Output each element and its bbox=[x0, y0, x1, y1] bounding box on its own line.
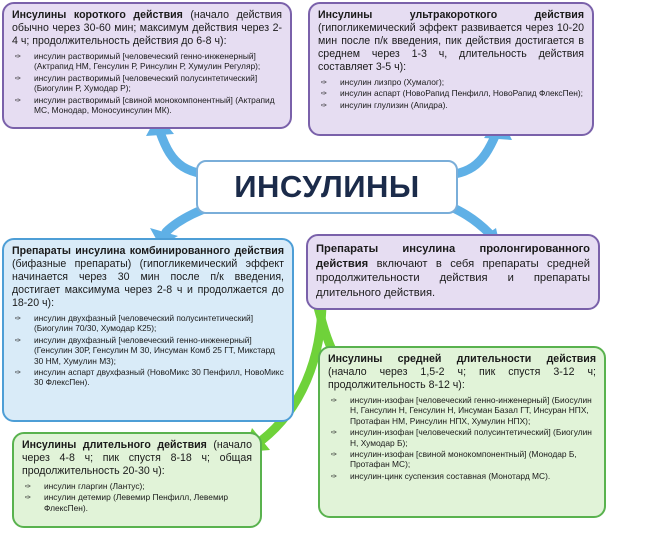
syringe-icon: ✑ bbox=[15, 95, 22, 105]
list-item-text: инсулин растворимый [человеческий генно-инженерный] (Актрапид НМ, Генсулин Р, Ринсулин Р, Хумулин Регуляр); bbox=[34, 51, 261, 72]
medium-duration-list bbox=[328, 395, 596, 481]
long-acting-list bbox=[22, 481, 252, 513]
medium-duration-description: (начало через 1,5-2 ч; пик спустя 3-12 ч; продолжительность 8-12 ч): bbox=[328, 366, 596, 391]
syringe-icon: ✑ bbox=[15, 73, 22, 83]
list-item bbox=[318, 100, 584, 110]
medium-duration-heading bbox=[328, 353, 596, 392]
syringe-icon: ✑ bbox=[331, 428, 338, 438]
list-item bbox=[318, 88, 584, 98]
prolonged-action-heading bbox=[316, 242, 590, 300]
list-item bbox=[22, 492, 252, 513]
syringe-icon: ✑ bbox=[331, 396, 338, 405]
list-item-text: инсулин-цинк суспензия составная (Монотард МС). bbox=[350, 470, 551, 481]
prolonged-action-description: включают в себя препараты средней продолжительности действия и препараты длительного действия. bbox=[316, 257, 590, 299]
list-item-text: инсулин-изофан [человеческий полусинтетический] (Биогулин Н, Хумодар Б); bbox=[350, 427, 592, 448]
syringe-icon: ✑ bbox=[321, 89, 328, 99]
list-item-text: инсулин-изофан [человеческий генно-инженерный] (Биосулин Н, Гансулин Н, Генсулин Н, Инсуман Базал ГТ, Инсуран НПХ, Протафан НМ, Ринсулин НПХ, Хумулин НПХ); bbox=[350, 395, 592, 426]
short-acting-title: Инсулины короткого действия bbox=[12, 9, 183, 21]
list-item bbox=[328, 427, 596, 448]
combined-action-description: (бифазные препараты) (гипогликемический эффект начинается через 30 мин после п/к введения, достигает максимума через 2-8 ч и продолжается до 18-20 ч): bbox=[12, 258, 284, 309]
list-item-text: инсулин лизпро (Хумалог); bbox=[340, 77, 445, 87]
list-item-text: инсулин-изофан [свиной монокомпонентный] (Монодар Б, Протафан МС); bbox=[350, 449, 577, 470]
list-item-text: инсулин аспарт (НовоРапид Пенфилл, НовоРапид ФлексПен); bbox=[340, 88, 583, 99]
long-acting-title: Инсулины длительного действия bbox=[22, 439, 207, 451]
ultra-short-acting-box bbox=[308, 2, 594, 136]
list-item-text: инсулин глулизин (Апидра). bbox=[340, 99, 448, 110]
short-acting-description: (начало действия обычно через 30-60 мин; максимум действия через 2-4 ч; продолжительность действия до 6-8 ч): bbox=[12, 9, 282, 47]
syringe-icon: ✑ bbox=[331, 450, 338, 460]
list-item bbox=[22, 481, 252, 491]
medium-duration-title: Инсулины средней длительности действия bbox=[328, 353, 596, 365]
long-acting-description: (начало через 4-8 ч; пик спустя 8-18 ч; общая продолжительность 20-30 ч): bbox=[22, 439, 252, 477]
syringe-icon: ✑ bbox=[321, 100, 328, 110]
syringe-icon: ✑ bbox=[15, 335, 22, 345]
combined-action-box bbox=[2, 238, 294, 422]
list-item bbox=[12, 367, 284, 388]
long-acting-box bbox=[12, 432, 262, 528]
list-item bbox=[12, 95, 282, 116]
syringe-icon: ✑ bbox=[15, 52, 22, 61]
list-item-text: инсулин аспарт двухфазный (НовоМикс 30 Пенфилл, НовоМикс 30 ФлексПен). bbox=[34, 367, 284, 388]
list-item bbox=[12, 73, 282, 94]
page-title: ИНСУЛИНЫ bbox=[196, 160, 458, 214]
syringe-icon: ✑ bbox=[25, 482, 32, 491]
short-acting-list bbox=[12, 51, 282, 115]
short-acting-box bbox=[2, 2, 292, 129]
list-item bbox=[328, 395, 596, 426]
list-item bbox=[12, 335, 284, 366]
prolonged-action-box bbox=[306, 234, 600, 310]
list-item-text: инсулин растворимый [человеческий полусинтетический] (Биогулин Р, Хумодар Р); bbox=[34, 72, 258, 94]
list-item-text: инсулин растворимый [свиной монокомпонентный] (Актрапид МС, Монодар, Моносуинсулин МК). bbox=[34, 94, 275, 116]
ultra-short-acting-heading bbox=[318, 9, 584, 74]
syringe-icon: ✑ bbox=[331, 471, 338, 481]
short-acting-heading bbox=[12, 9, 282, 48]
syringe-icon: ✑ bbox=[15, 314, 22, 323]
syringe-icon: ✑ bbox=[321, 78, 328, 87]
list-item-text: инсулин двухфазный [человеческий генно-инженерный] (Генсулин 30Р, Генсулин М 30, Инсуман Комб 25 ГТ, Микстард 30 НМ, Хумулин М3); bbox=[34, 334, 275, 366]
list-item bbox=[328, 471, 596, 481]
ultra-short-acting-description: (гипогликемический эффект развивается через 10-20 мин после п/к введения, пик действия достигается в среднем через 1-3 ч, длительность действия составляет 3-5 ч): bbox=[318, 22, 584, 73]
combined-action-heading bbox=[12, 245, 284, 310]
syringe-icon: ✑ bbox=[25, 493, 32, 503]
list-item-text: инсулин двухфазный [человеческий полусинтетический] (Биогулин 70/30, Хумодар К25); bbox=[34, 313, 254, 334]
list-item-text: инсулин гларгин (Лантус); bbox=[44, 481, 145, 491]
prolonged-action-title: Препараты инсулина пролонгированного действия bbox=[316, 243, 590, 270]
combined-action-title: Препараты инсулина комбинированного действия bbox=[12, 245, 284, 257]
medium-duration-box bbox=[318, 346, 606, 518]
list-item bbox=[328, 449, 596, 470]
long-acting-heading bbox=[22, 439, 252, 478]
list-item-text: инсулин детемир (Левемир Пенфилл, Левемир ФлексПен). bbox=[44, 492, 229, 513]
list-item bbox=[318, 77, 584, 87]
ultra-short-acting-title: Инсулины ультракороткого действия bbox=[318, 9, 584, 21]
combined-action-list bbox=[12, 313, 284, 388]
list-item bbox=[12, 313, 284, 334]
list-item bbox=[12, 51, 282, 72]
ultra-short-acting-list bbox=[318, 77, 584, 110]
syringe-icon: ✑ bbox=[15, 368, 22, 378]
